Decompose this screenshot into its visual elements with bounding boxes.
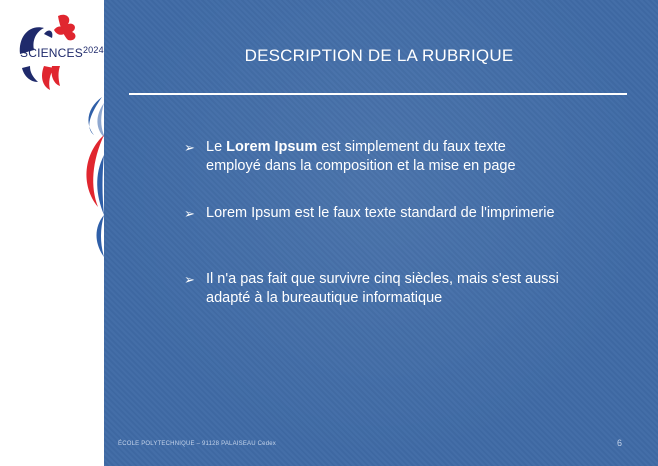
slide-title: DESCRIPTION DE LA RUBRIQUE: [244, 46, 514, 65]
sidebar: [0, 0, 104, 466]
arrow-bullet-icon: ➢: [184, 206, 195, 221]
slide-content: [104, 0, 658, 466]
logo-year: 2024: [82, 45, 104, 55]
bullet-text-end: est simplement du faux texte employé dans la composition et la mise en page: [206, 139, 516, 174]
list-item: [184, 138, 564, 176]
footer-text: ÉCOLE POLYTECHNIQUE – 91128 PALAISEAU Cedex: [118, 441, 276, 447]
logo-wordmark: [20, 45, 104, 60]
bullet-text: Il n'a pas fait que survivre cinq siècles, mais s'est aussi adapté à la bureautique informatique: [206, 271, 559, 306]
bullet-text-start: Le: [206, 139, 227, 155]
arrow-bullet-icon: ➢: [184, 140, 195, 155]
list-item: [184, 270, 564, 308]
bullet-list: [184, 138, 564, 308]
list-item: [184, 204, 564, 223]
title-divider: [129, 93, 627, 95]
bullet-text-bold: Lorem Ipsum: [226, 139, 318, 155]
page-number: 6: [617, 438, 623, 448]
bullet-text: Lorem Ipsum est le faux texte standard de l'imprimerie: [206, 205, 555, 221]
logo-word: SCIENCES: [20, 46, 83, 60]
arrow-bullet-icon: ➢: [184, 272, 195, 287]
